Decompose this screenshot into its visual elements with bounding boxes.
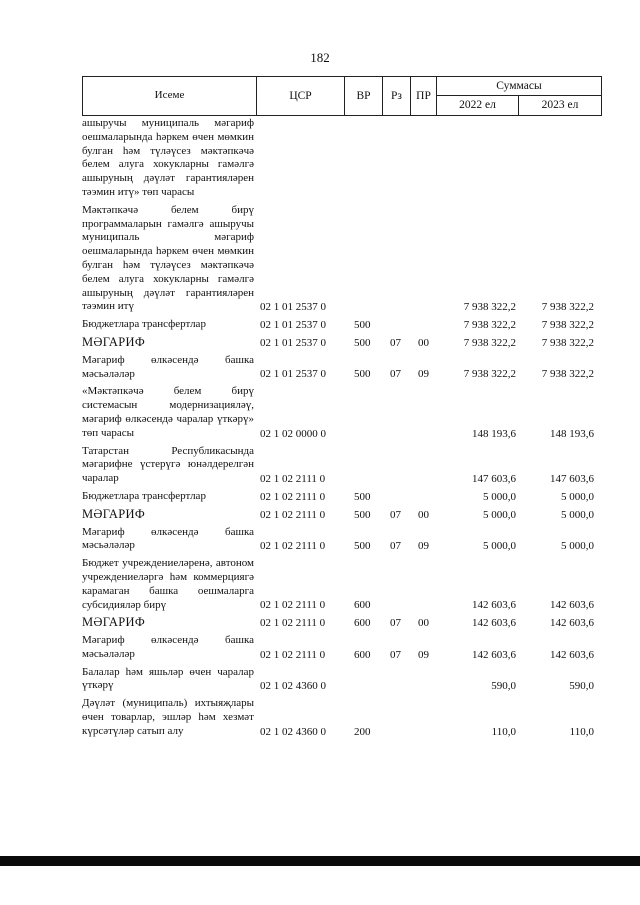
row-amount-2023: 5 000,0 [561,540,594,553]
row-amount-2022: 5 000,0 [483,490,516,503]
row-amount-2022: 7 938 322,2 [463,318,516,331]
row-rz: 07 [390,540,401,553]
header-pr: ПР [411,77,437,115]
row-name: МӘГАРИФ [82,615,145,630]
row-pr: 09 [418,368,429,381]
row-amount-2022: 7 938 322,2 [463,336,516,349]
row-csr: 02 1 01 2537 0 [260,301,326,314]
row-rz: 07 [390,336,401,349]
row-vr: 600 [354,617,371,630]
row-amount-2022: 5 000,0 [483,540,516,553]
row-amount-2023: 7 938 322,2 [541,301,594,314]
row-amount-2023: 7 938 322,2 [541,368,594,381]
row-csr: 02 1 02 2111 0 [260,472,326,485]
table-row [82,204,602,314]
row-amount-2023: 5 000,0 [561,508,594,521]
row-amount-2023: 148 193,6 [550,427,594,440]
row-amount-2022: 110,0 [491,725,516,738]
table-row [82,385,602,440]
header-year-2022: 2022 ел [437,95,519,115]
row-name: Балалар һәм яшьләр өчен чаралар үткәрү [82,665,254,692]
row-csr: 02 1 02 4360 0 [260,680,326,693]
table-row [82,445,602,486]
row-amount-2023: 142 603,6 [550,617,594,630]
row-pr: 00 [418,617,429,630]
row-name: Бюджетлара трансфертлар [82,489,206,502]
row-pr: 09 [418,648,429,661]
row-csr: 02 1 02 2111 0 [260,617,326,630]
row-amount-2023: 5 000,0 [561,490,594,503]
row-amount-2023: 142 603,6 [550,648,594,661]
row-csr: 02 1 02 2111 0 [260,599,326,612]
header-sums-group [437,77,601,115]
row-amount-2022: 142 603,6 [472,648,516,661]
table-row [82,616,602,630]
row-csr: 02 1 02 4360 0 [260,725,326,738]
row-name: Бюджет учреждениеләренә, автоном учреждениеләргә һәм коммерциягә карамаган башка оешмаларга субсидияләр бирү [82,557,254,611]
row-name: Бюджетлара трансфертлар [82,318,206,331]
row-vr: 600 [354,648,371,661]
row-amount-2023: 7 938 322,2 [541,336,594,349]
row-vr: 500 [354,508,371,521]
row-name: ашыручы муниципаль мәгариф оешмаларында һәркем өчен мөмкин булган һәм түләүсез мәктәпкәчә белем алуга хокукларны гамәлгә ашыруның дәүләт гарантияләрен тәэмин итү» төп чарасы [82,117,254,198]
row-amount-2022: 5 000,0 [483,508,516,521]
row-name: Мәктәпкәчә белем бирү программаларын гамәлгә ашыручы муниципаль мәгариф оешмаларында һәркем өчен мөмкин булган һәм түләүсез мәктәпкәчә белем алуга хокукларны гамәлгә ашыруның дәүләт гарантияләрен тәэмин итү [82,203,254,313]
row-name: Мәгариф өлкәсендә башка мәсьәләләр [82,525,254,552]
scan-edge-bar [0,856,640,866]
row-csr: 02 1 02 0000 0 [260,427,326,440]
row-vr: 600 [354,599,371,612]
table-header [82,76,602,116]
page-number: 182 [310,50,330,65]
header-rz: Рз [383,77,411,115]
row-amount-2023: 147 603,6 [550,472,594,485]
row-vr: 500 [354,336,371,349]
row-name: «Мәктәпкәчә белем бирү системасын модернизацияләү, мәгариф өлкәсендә чаралар үткәрү» төп чарасы [82,385,254,439]
row-vr: 200 [354,725,371,738]
row-csr: 02 1 01 2537 0 [260,318,326,331]
table-row [82,666,602,694]
row-pr: 00 [418,336,429,349]
table-row [82,634,602,662]
header-sums: Суммасы [437,77,601,96]
row-amount-2023: 142 603,6 [550,599,594,612]
table-row [82,354,602,382]
row-amount-2022: 7 938 322,2 [463,301,516,314]
row-amount-2023: 7 938 322,2 [541,318,594,331]
row-name: Мәгариф өлкәсендә башка мәсьәләләр [82,353,254,380]
row-name: Дәүләт (муниципаль) ихтыяҗлары өчен товарлар, эшләр һәм хезмәт күрсәтүләр сатып алу [82,697,254,737]
row-rz: 07 [390,648,401,661]
row-vr: 500 [354,490,371,503]
row-csr: 02 1 02 2111 0 [260,508,326,521]
row-amount-2022: 142 603,6 [472,617,516,630]
row-name: МӘГАРИФ [82,506,145,521]
row-csr: 02 1 02 2111 0 [260,540,326,553]
header-year-2023: 2023 ел [541,99,579,111]
row-pr: 09 [418,540,429,553]
row-csr: 02 1 01 2537 0 [260,336,326,349]
row-rz: 07 [390,617,401,630]
table-row [82,318,602,332]
row-rz: 07 [390,508,401,521]
table-row [82,557,602,612]
row-amount-2022: 142 603,6 [472,599,516,612]
table-row [82,508,602,522]
row-csr: 02 1 02 2111 0 [260,490,326,503]
table-row [82,490,602,504]
row-vr: 500 [354,318,371,331]
row-vr: 500 [354,368,371,381]
header-name: Исеме [83,77,257,115]
row-csr: 02 1 01 2537 0 [260,368,326,381]
row-csr: 02 1 02 2111 0 [260,648,326,661]
row-vr: 500 [354,540,371,553]
header-vr: ВР [345,77,383,115]
row-amount-2023: 110,0 [569,725,594,738]
table-row [82,336,602,350]
row-name: Татарстан Республикасында мәгарифне үстерүгә юнәлдерелгән чаралар [82,444,254,485]
row-amount-2022: 7 938 322,2 [463,368,516,381]
row-name: Мәгариф өлкәсендә башка мәсьәләләр [82,634,254,660]
row-pr: 00 [418,508,429,521]
table-body [82,117,602,743]
row-rz: 07 [390,368,401,381]
table-row [82,526,602,554]
row-amount-2022: 590,0 [491,680,516,693]
row-amount-2023: 590,0 [569,680,594,693]
row-amount-2022: 147 603,6 [472,472,516,485]
table-row [82,697,602,738]
table-row [82,117,602,200]
row-name: МӘГАРИФ [82,334,145,349]
header-csr: ЦСР [257,77,345,115]
row-amount-2022: 148 193,6 [472,427,516,440]
